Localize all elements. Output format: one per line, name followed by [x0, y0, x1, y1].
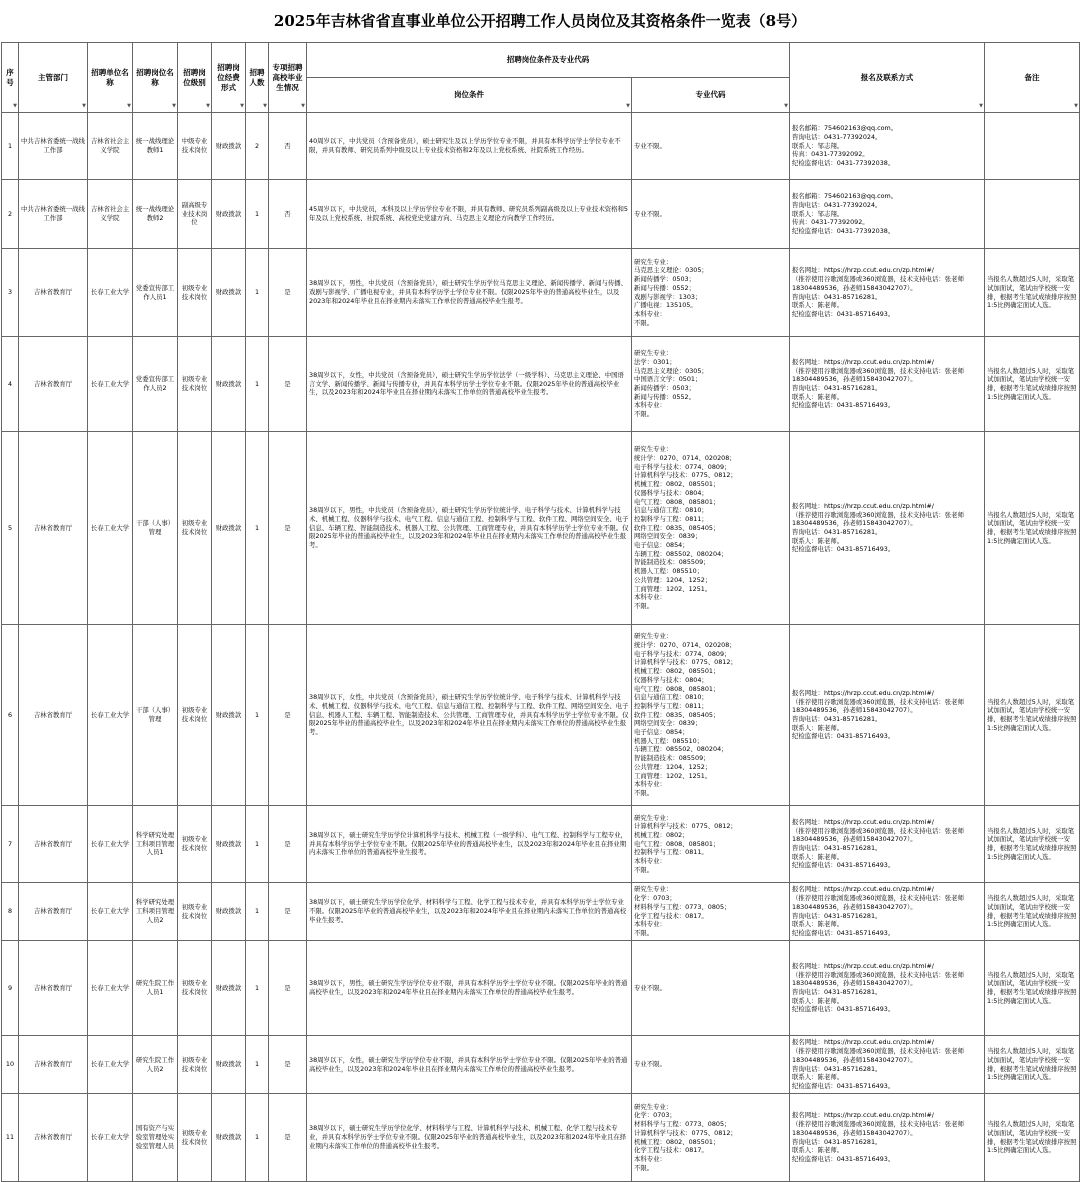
cell-funding: 财政拨款	[212, 180, 246, 249]
cell-funding: 财政拨款	[212, 1036, 246, 1094]
cell-post: 党委宣传部工作人员1	[133, 249, 178, 337]
cell-cond: 38周岁以下，硕士研究生学历学位计算机科学与技术、机械工程（一级学科）、电气工程、控制科学与工程专业，并具有本科学历学士学位专业不限。仅限2025年毕业的普通高校毕业生，以及2023年和2024年毕业且在择业期内未落实工作单位的普通高校毕业生报考。	[307, 806, 632, 883]
cell-level: 初级专业技术岗位	[178, 806, 212, 883]
cell-seq: 3	[2, 249, 19, 337]
cell-cond: 40周岁以下，中共党员（含预备党员），硕士研究生及以上学历学位专业不限，并具有本科学历学士学位专业不限，并具有教师、研究员系列中级及以上专业技术资格和2年及以上党校系统、社院系统工作经历。	[307, 113, 632, 180]
cell-level: 初级专业技术岗位	[178, 625, 212, 806]
filter-dropdown-icon[interactable]: ▼	[13, 103, 17, 109]
cell-funding: 财政拨款	[212, 113, 246, 180]
cell-dept: 中共吉林省委统一战线工作部	[19, 113, 88, 180]
cell-seq: 7	[2, 806, 19, 883]
cell-note: 当报名人数超过5人时，采取笔试加面试，笔试由学校统一安排，根据考生笔试成绩排序按照1:5比例确定面试人选。	[985, 941, 1080, 1036]
cell-post: 研究生院工作人员1	[133, 941, 178, 1036]
cell-level: 初级专业技术岗位	[178, 883, 212, 941]
cell-special: 是	[269, 883, 307, 941]
cell-note: 当报名人数超过5人时，采取笔试加面试，笔试由学校统一安排，根据考生笔试成绩排序按照1:5比例确定面试人选。	[985, 432, 1080, 625]
cell-count: 1	[246, 337, 269, 432]
cell-count: 1	[246, 180, 269, 249]
cell-note: 当报名人数超过5人时，采取笔试加面试，笔试由学校统一安排，根据考生笔试成绩排序按照1:5比例确定面试人选。	[985, 1094, 1080, 1182]
cell-note: 当报名人数超过5人时，采取笔试加面试，笔试由学校统一安排，根据考生笔试成绩排序按照1:5比例确定面试人选。	[985, 1036, 1080, 1094]
cell-code: 研究生专业： 化学：0703； 材料科学与工程：0773、0805； 计算机科学与技术：0775、0812； 机械工程：0802、085501； 化学工程与技术：0817。 本科专业： 不限。	[632, 1094, 790, 1182]
cell-note: 当报名人数超过5人时，采取笔试加面试，笔试由学校统一安排，根据考生笔试成绩排序按照1:5比例确定面试人选。	[985, 625, 1080, 806]
table-row	[2, 941, 1080, 1036]
cell-contact: 报名网址：https://hrzp.ccut.edu.cn/zp.html#/ （推荐使用谷歌浏览器或360浏览器，技术支持电话：张老师18304489536，孙老师15843042707）。 咨询电话：0431-85716281。 联系人：陈老师。 纪检监督电话：0431-85716493。	[790, 883, 985, 941]
cell-level: 副高级专业技术岗位	[178, 180, 212, 249]
table-row	[2, 883, 1080, 941]
cell-dept: 吉林省教育厅	[19, 625, 88, 806]
cell-special: 是	[269, 337, 307, 432]
table-row	[2, 806, 1080, 883]
cell-level: 初级专业技术岗位	[178, 941, 212, 1036]
cell-contact: 报名网址：https://hrzp.ccut.edu.cn/zp.html#/ （推荐使用谷歌浏览器或360浏览器，技术支持电话：张老师18304489536，孙老师15843042707）。 咨询电话：0431-85716281。 联系人：陈老师。 纪检监督电话：0431-85716493。	[790, 1094, 985, 1182]
cell-special: 是	[269, 806, 307, 883]
cell-note: 当报名人数超过5人时，采取笔试加面试，笔试由学校统一安排，根据考生笔试成绩排序按照1:5比例确定面试人选。	[985, 806, 1080, 883]
cell-code: 研究生专业： 马克思主义理论：0305； 新闻传播学：0503； 新闻与传播：0552； 戏剧与影视学：1303； 广播电视：135105。 本科专业： 不限。	[632, 249, 790, 337]
cell-count: 1	[246, 249, 269, 337]
cell-count: 1	[246, 432, 269, 625]
cell-level: 初级专业技术岗位	[178, 249, 212, 337]
table-row	[2, 113, 1080, 180]
table-row	[2, 1036, 1080, 1094]
filter-dropdown-icon[interactable]: ▼	[172, 103, 176, 109]
cell-unit: 长春工业大学	[88, 337, 133, 432]
table-header	[2, 43, 1080, 113]
filter-dropdown-icon[interactable]: ▼	[979, 103, 983, 109]
cell-unit: 长春工业大学	[88, 883, 133, 941]
cell-count: 2	[246, 113, 269, 180]
table-row	[2, 337, 1080, 432]
cell-cond: 38周岁以下，女性，中共党员（含预备党员），硕士研究生学历学位统计学、电子科学与技术、计算机科学与技术、机械工程、仪器科学与技术、电气工程、信息与通信工程、控制科学与工程、软件工程、网络空间安全、电子信息、机器人工程、车辆工程、智能制造技术、公共管理、工商管理专业，并具有本科学历学士学位专业不限。仅限2025年毕业的普通高校毕业生，以及2023年和2024年毕业且在择业期内未落实工作单位的普通高校毕业生报考。	[307, 625, 632, 806]
filter-dropdown-icon[interactable]: ▼	[240, 103, 244, 109]
cell-seq: 9	[2, 941, 19, 1036]
header-contact[interactable]: 报名及联系方式 ▼	[790, 43, 985, 113]
cell-special: 否	[269, 113, 307, 180]
cell-dept: 中共吉林省委统一战线工作部	[19, 180, 88, 249]
header-funding[interactable]: 招聘岗位经费形式 ▼	[212, 43, 246, 113]
cell-post: 统一战线理论教师2	[133, 180, 178, 249]
cell-post: 干部（人事）管理	[133, 432, 178, 625]
cell-note: 当报名人数超过5人时，采取笔试加面试，笔试由学校统一安排，根据考生笔试成绩排序按照1:5比例确定面试人选。	[985, 337, 1080, 432]
cell-dept: 吉林省教育厅	[19, 1094, 88, 1182]
cell-dept: 吉林省教育厅	[19, 432, 88, 625]
cell-cond: 38周岁以下，女性，中共党员（含预备党员），硕士研究生学历学位法学（一级学科）、马克思主义理论、中国语言文学、新闻传播学、新闻与传播专业，并具有本科学历学士学位专业不限。仅限2025年毕业的普通高校毕业生，以及2023年和2024年毕业且在择业期内未落实工作单位的普通高校毕业生报考。	[307, 337, 632, 432]
cell-seq: 10	[2, 1036, 19, 1094]
cell-funding: 财政拨款	[212, 1094, 246, 1182]
cell-code: 研究生专业： 计算机科学与技术：0775、0812； 机械工程：0802； 电气工程：0808、085801； 控制科学与工程：0811。 本科专业： 不限。	[632, 806, 790, 883]
cell-code: 专业不限。	[632, 113, 790, 180]
cell-seq: 1	[2, 113, 19, 180]
cell-count: 1	[246, 941, 269, 1036]
cell-code: 研究生专业： 化学：0703； 材料科学与工程：0773、0805； 化学工程与技术：0817。 本科专业： 不限。	[632, 883, 790, 941]
cell-funding: 财政拨款	[212, 249, 246, 337]
filter-dropdown-icon[interactable]: ▼	[626, 103, 630, 109]
cell-cond: 38周岁以下，硕士研究生学历学位化学、材料科学与工程、计算机科学与技术、机械工程、化学工程与技术专业，并具有本科学历学士学位专业不限。仅限2025年毕业的普通高校毕业生，以及2023年和2024年毕业且在择业期内未落实工作单位的普通高校毕业生报考。	[307, 1094, 632, 1182]
filter-dropdown-icon[interactable]: ▼	[206, 103, 210, 109]
cell-unit: 长春工业大学	[88, 1036, 133, 1094]
cell-code: 专业不限。	[632, 1036, 790, 1094]
cell-dept: 吉林省教育厅	[19, 941, 88, 1036]
cell-special: 是	[269, 625, 307, 806]
cell-cond: 38周岁以下，男性，硕士研究生学历学位专业不限，并具有本科学历学士学位专业不限。仅限2025年毕业的普通高校毕业生，以及2023年和2024年毕业且在择业期内未落实工作单位的普通高校毕业生报考。	[307, 941, 632, 1036]
table-row	[2, 625, 1080, 806]
cell-cond: 38周岁以下，男性，中共党员（含预备党员），硕士研究生学历学位马克思主义理论、新闻传播学、新闻与传播、戏剧与影视学、广播电视专业，并具有本科学历学士学位专业不限。仅限2025年毕业的普通高校毕业生，以及2023年和2024年毕业且在择业期内未落实工作单位的普通高校毕业生报考。	[307, 249, 632, 337]
cell-funding: 财政拨款	[212, 941, 246, 1036]
cell-seq: 4	[2, 337, 19, 432]
cell-cond: 38周岁以下，女性，硕士研究生学历学位专业不限，并具有本科学历学士学位专业不限。仅限2025年毕业的普通高校毕业生，以及2023年和2024年毕业且在择业期内未落实工作单位的普通高校毕业生报考。	[307, 1036, 632, 1094]
cell-unit: 长春工业大学	[88, 432, 133, 625]
cell-cond: 38周岁以下，硕士研究生学历学位化学、材料科学与工程、化学工程与技术专业，并具有本科学历学士学位专业不限。仅限2025年毕业的普通高校毕业生，以及2023年和2024年毕业且在择业期内未落实工作单位的普通高校毕业生报考。	[307, 883, 632, 941]
filter-dropdown-icon[interactable]: ▼	[1074, 103, 1078, 109]
cell-unit: 长春工业大学	[88, 249, 133, 337]
cell-seq: 5	[2, 432, 19, 625]
header-level[interactable]: 招聘岗位级别 ▼	[178, 43, 212, 113]
cell-code: 研究生专业： 统计学：0270、0714、020208； 电子科学与技术：0774、0809； 计算机科学与技术：0775、0812； 机械工程：0802、085501； 仪器科学与技术：0804； 电气工程：0808、085801； 信息与通信工程：0810； 控制科学与工程：0811； 软件工程：0835、085405； 网络空间安全：0839； 电子信息：0854； 车辆工程：085502、080204； 智能制造技术：085509； 机器人工程：085510； 公共管理：1204、1252； 工商管理：1202、1251。 本科专业： 不限。	[632, 432, 790, 625]
cell-dept: 吉林省教育厅	[19, 883, 88, 941]
header-code[interactable]: 专业代码 ▼	[632, 78, 790, 113]
cell-contact: 报名网址：https://hrzp.ccut.edu.cn/zp.html#/ （推荐使用谷歌浏览器或360浏览器，技术支持电话：张老师18304489536，孙老师15843042707）。 咨询电话：0431-85716281。 联系人：陈老师。 纪检监督电话：0431-85716493。	[790, 432, 985, 625]
cell-dept: 吉林省教育厅	[19, 1036, 88, 1094]
cell-count: 1	[246, 1036, 269, 1094]
table-row	[2, 432, 1080, 625]
header-cond[interactable]: 岗位条件 ▼	[307, 78, 632, 113]
cell-post: 国有资产与实验室管理处实验室管理人员	[133, 1094, 178, 1182]
cell-post: 科学研究处理工科项目管理人员2	[133, 883, 178, 941]
header-group: 招聘岗位条件及专业代码	[307, 43, 790, 78]
header-unit[interactable]: 招聘单位名称 ▼	[88, 43, 133, 113]
filter-dropdown-icon[interactable]: ▼	[784, 103, 788, 109]
cell-funding: 财政拨款	[212, 806, 246, 883]
cell-contact: 报名网址：https://hrzp.ccut.edu.cn/zp.html#/ （推荐使用谷歌浏览器或360浏览器，技术支持电话：张老师18304489536，孙老师15843042707）。 咨询电话：0431-85716281。 联系人：陈老师。 纪检监督电话：0431-85716493。	[790, 806, 985, 883]
header-note[interactable]: 备注 ▼	[985, 43, 1080, 113]
cell-special: 是	[269, 249, 307, 337]
cell-seq: 8	[2, 883, 19, 941]
cell-note: 当报名人数超过5人时，采取笔试加面试，笔试由学校统一安排，根据考生笔试成绩排序按照1:5比例确定面试人选。	[985, 883, 1080, 941]
cell-unit: 吉林省社会主义学院	[88, 180, 133, 249]
cell-cond: 38周岁以下，男性，中共党员（含预备党员），硕士研究生学历学位统计学、电子科学与技术、计算机科学与技术、机械工程、仪器科学与技术、电气工程、信息与通信工程、控制科学与工程、软件工程、网络空间安全、电子信息、车辆工程、智能制造技术、机器人工程、公共管理、工商管理专业，并具有本科学历学士学位专业不限。仅限2025年毕业的普通高校毕业生，以及2023年和2024年毕业且在择业期内未落实工作单位的普通高校毕业生报考。	[307, 432, 632, 625]
cell-contact: 报名网址：https://hrzp.ccut.edu.cn/zp.html#/ （推荐使用谷歌浏览器或360浏览器，技术支持电话：张老师18304489536，孙老师15843042707）。 咨询电话：0431-85716281。 联系人：陈老师。 纪检监督电话：0431-85716493。	[790, 625, 985, 806]
cell-count: 1	[246, 1094, 269, 1182]
cell-count: 1	[246, 883, 269, 941]
table-row	[2, 1094, 1080, 1182]
cell-level: 中级专业技术岗位	[178, 113, 212, 180]
cell-special: 否	[269, 180, 307, 249]
cell-cond: 45周岁以下，中共党员，本科及以上学历学位专业不限，并具有教师、研究员系列副高级及以上专业技术资格和5年及以上党校系统、社院系统、高校党史党建方向、马克思主义理论方向教学工作经历。	[307, 180, 632, 249]
cell-contact: 报名邮箱：754602163@qq.com。 咨询电话：0431-77392024。 联系人：邹志翔。 传真：0431-77392092。 纪检监督电话：0431-77392038。	[790, 113, 985, 180]
cell-funding: 财政拨款	[212, 883, 246, 941]
cell-dept: 吉林省教育厅	[19, 337, 88, 432]
cell-count: 1	[246, 625, 269, 806]
cell-level: 初级专业技术岗位	[178, 1036, 212, 1094]
cell-unit: 长春工业大学	[88, 941, 133, 1036]
cell-dept: 吉林省教育厅	[19, 806, 88, 883]
cell-code: 研究生专业： 法学：0301； 马克思主义理论：0305； 中国语言文学：0501； 新闻传播学：0503； 新闻与传播：0552。 本科专业： 不限。	[632, 337, 790, 432]
cell-special: 是	[269, 1094, 307, 1182]
cell-level: 初级专业技术岗位	[178, 1094, 212, 1182]
cell-contact: 报名网址：https://hrzp.ccut.edu.cn/zp.html#/ （推荐使用谷歌浏览器或360浏览器，技术支持电话：张老师18304489536，孙老师15843042707）。 咨询电话：0431-85716281。 联系人：陈老师。 纪检监督电话：0431-85716493。	[790, 337, 985, 432]
cell-contact: 报名网址：https://hrzp.ccut.edu.cn/zp.html#/ （推荐使用谷歌浏览器或360浏览器，技术支持电话：张老师18304489536，孙老师15843042707）。 咨询电话：0431-85716281。 联系人：陈老师。 纪检监督电话：0431-85716493。	[790, 249, 985, 337]
filter-dropdown-icon[interactable]: ▼	[263, 103, 267, 109]
cell-special: 是	[269, 941, 307, 1036]
cell-note	[985, 113, 1080, 180]
cell-post: 党委宣传部工作人员2	[133, 337, 178, 432]
cell-contact: 报名网址：https://hrzp.ccut.edu.cn/zp.html#/ （推荐使用谷歌浏览器或360浏览器，技术支持电话：张老师18304489536，孙老师15843042707）。 咨询电话：0431-85716281。 联系人：陈老师。 纪检监督电话：0431-85716493。	[790, 941, 985, 1036]
cell-level: 初级专业技术岗位	[178, 337, 212, 432]
header-seq[interactable]: 序号 ▼	[2, 43, 19, 113]
cell-unit: 长春工业大学	[88, 806, 133, 883]
cell-contact: 报名网址：https://hrzp.ccut.edu.cn/zp.html#/ （推荐使用谷歌浏览器或360浏览器，技术支持电话：张老师18304489536，孙老师15843042707）。 咨询电话：0431-85716281。 联系人：陈老师。 纪检监督电话：0431-85716493。	[790, 1036, 985, 1094]
cell-unit: 长春工业大学	[88, 1094, 133, 1182]
table-body	[2, 113, 1080, 1182]
cell-dept: 吉林省教育厅	[19, 249, 88, 337]
positions-table	[1, 42, 1080, 1182]
cell-special: 是	[269, 1036, 307, 1094]
cell-special: 是	[269, 432, 307, 625]
cell-code: 专业不限。	[632, 941, 790, 1036]
cell-seq: 6	[2, 625, 19, 806]
cell-note: 当报名人数超过5人时，采取笔试加面试，笔试由学校统一安排，根据考生笔试成绩排序按照1:5比例确定面试人选。	[985, 249, 1080, 337]
cell-unit: 长春工业大学	[88, 625, 133, 806]
cell-seq: 2	[2, 180, 19, 249]
cell-level: 初级专业技术岗位	[178, 432, 212, 625]
header-post[interactable]: 招聘岗位名称 ▼	[133, 43, 178, 113]
header-count[interactable]: 招聘人数 ▼	[246, 43, 269, 113]
cell-post: 研究生院工作人员2	[133, 1036, 178, 1094]
cell-funding: 财政拨款	[212, 625, 246, 806]
header-special[interactable]: 专项招聘高校毕业生情况 ▼	[269, 43, 307, 113]
cell-post: 科学研究处理工科项目管理人员1	[133, 806, 178, 883]
page-title: 2025年吉林省省直事业单位公开招聘工作人员岗位及其资格条件一览表（8号）	[273, 12, 807, 30]
cell-contact: 报名邮箱：754602163@qq.com。 咨询电话：0431-77392024。 联系人：邹志翔。 传真：0431-77392092。 纪检监督电话：0431-77392038。	[790, 180, 985, 249]
cell-funding: 财政拨款	[212, 432, 246, 625]
cell-seq: 11	[2, 1094, 19, 1182]
filter-dropdown-icon[interactable]: ▼	[301, 103, 305, 109]
cell-count: 1	[246, 806, 269, 883]
cell-post: 干部（人事）管理	[133, 625, 178, 806]
table-row	[2, 249, 1080, 337]
filter-dropdown-icon[interactable]: ▼	[82, 103, 86, 109]
cell-code: 研究生专业： 统计学：0270、0714、020208； 电子科学与技术：0774、0809； 计算机科学与技术：0775、0812； 机械工程：0802、085501； 仪器科学与技术：0804； 电气工程：0808、085801； 信息与通信工程：0810； 控制科学与工程：0811； 软件工程：0835、085405； 网络空间安全：0839； 电子信息：0854； 机器人工程：085510； 车辆工程：085502、080204； 智能制造技术：085509； 公共管理：1204、1252； 工商管理：1202、1251。 本科专业： 不限。	[632, 625, 790, 806]
cell-unit: 吉林省社会主义学院	[88, 113, 133, 180]
table-row	[2, 180, 1080, 249]
header-dept[interactable]: 主管部门 ▼	[19, 43, 88, 113]
cell-note	[985, 180, 1080, 249]
cell-funding: 财政拨款	[212, 337, 246, 432]
cell-post: 统一战线理论教师1	[133, 113, 178, 180]
cell-code: 专业不限。	[632, 180, 790, 249]
filter-dropdown-icon[interactable]: ▼	[127, 103, 131, 109]
